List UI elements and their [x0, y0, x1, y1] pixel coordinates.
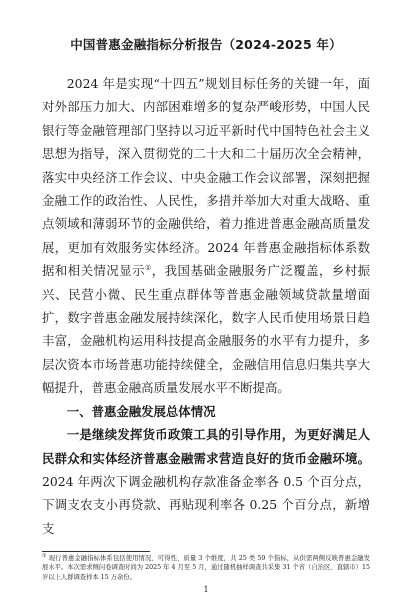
footnote-text: 现行普惠金融指标体系包括使用情况、可得性、质量 3 个维度，共 25 类 59 个指标，从供需两侧反映普惠金融发展水平。本次需求侧问卷调查时间为 2025 年 4 月至 5 月，通过随机抽样调查共采集 31 个省（自治区、直辖市）15 岁以上人群调查样本 15 万余份。 — [42, 555, 370, 581]
footnote — [42, 554, 370, 582]
paragraph-intro — [42, 72, 370, 400]
footnote-reference[interactable]: ① — [144, 264, 152, 273]
footnote-mark: ① — [42, 552, 47, 559]
paragraph-intro-main: 2024 年是实现“十四五”规划目标任务的关键一年，面对外部压力加大、内部困难增多的复杂严峻形势，中国人民银行等金融管理部门坚持以习近平新时代中国特色社会主义思想为指导，深入贯彻党的二十大和二十届历次全会精神，落实中央经济工作会议、中央金融工作会议部署，深刻把握金融工作的政治性、人民性，多措并举加大对重大战略、重点领域和薄弱环节的金融供给，着力推进普惠金融高质量发展，更加有效服务实体经济。2024 年普惠金融指标体系数据和相关情况显示 — [42, 76, 370, 279]
document-body — [42, 72, 370, 540]
paragraph-policy — [42, 423, 370, 540]
section-heading: 一、普惠金融发展总体情况 — [66, 403, 216, 419]
paragraph-intro-tail: ，我国基础金融服务广泛覆盖，乡村振兴、民营小微、民生重点群体等普惠金融领域贷款量增面扩，数字普惠金融发展持续深化，数字人民币使用场景日趋丰富，金融机构运用科技提高金融服务的水平有力提升，多层次资本市场普惠功能持续健全，金融信用信息归集共享大幅提升，普惠金融高质量发展水平不断提高。 — [42, 263, 371, 396]
document-title: 中国普惠金融指标分析报告（2024-2025 年） — [70, 37, 342, 52]
paragraph-policy-lead: 一是继续发挥货币政策工具的引导作用，为更好满足人民群众和实体经济普惠金融需求营造良好的货币金融环境。 — [42, 427, 370, 466]
paragraph-policy-text: 2024 年两次下调金融机构存款准备金率各 0.5 个百分点，下调支农支小再贷款、再贴现利率各 0.25 个百分点，新增支 — [42, 473, 370, 536]
footnote-divider — [42, 551, 150, 552]
page-number: 1 — [203, 585, 209, 594]
